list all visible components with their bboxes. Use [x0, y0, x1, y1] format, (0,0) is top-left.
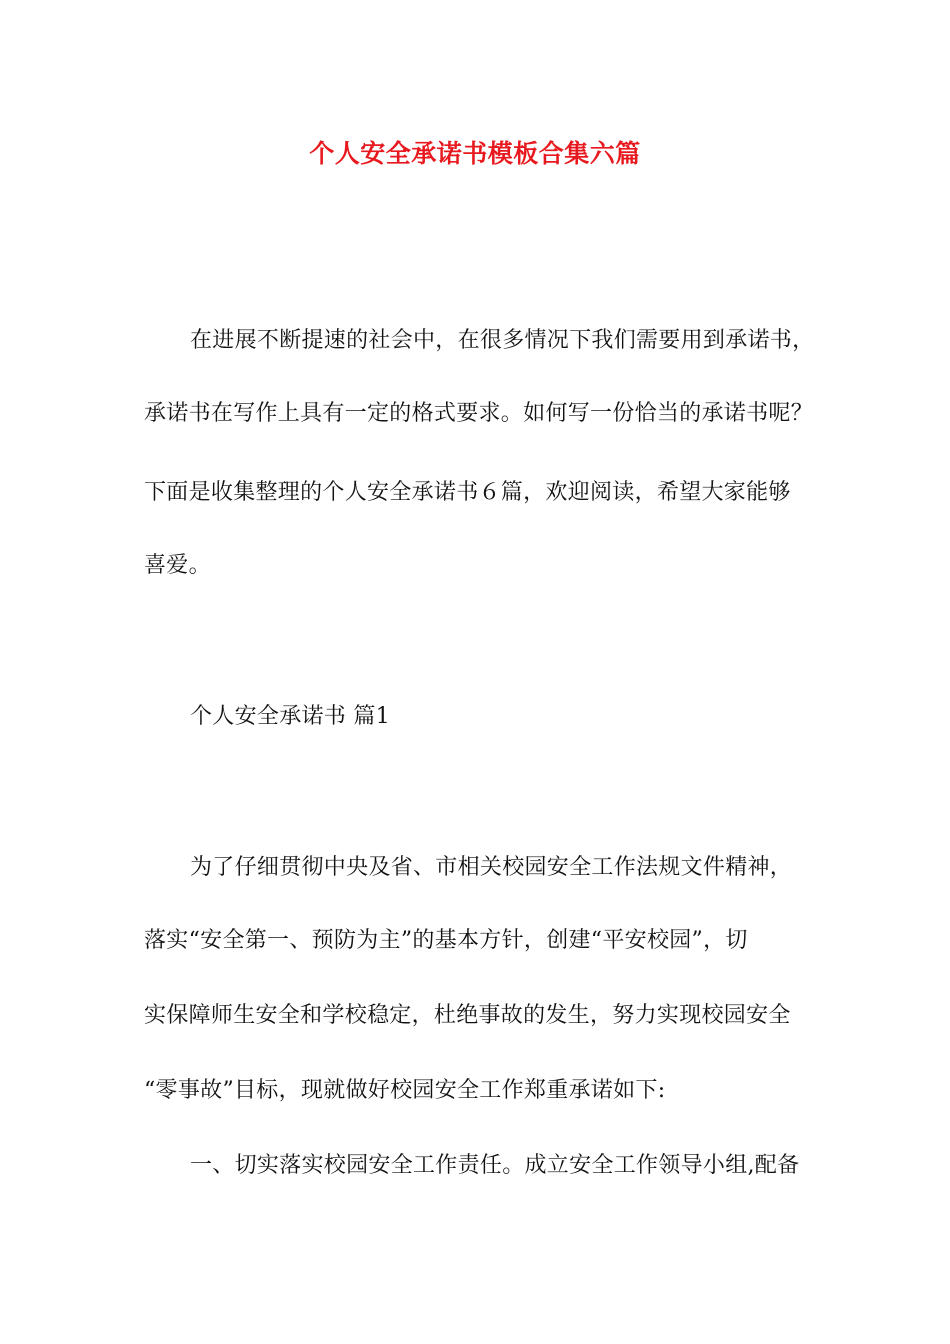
paragraph-line: 喜爱。 [144, 553, 211, 578]
paragraph-line: 一、切实落实校园安全工作责任。成立安全工作领导小组,配备 [190, 1153, 800, 1178]
paragraph-line: 落实“安全第一、预防为主”的基本方针，创建“平安校园”，切 [144, 928, 748, 953]
paragraph-line: 为了仔细贯彻中央及省、市相关校园安全工作法规文件精神， [190, 855, 793, 880]
paragraph-line: “零事故”目标，现就做好校园安全工作郑重承诺如下: [144, 1078, 666, 1103]
section-heading: 个人安全承诺书 篇1 [190, 704, 390, 729]
paragraph-line: 承诺书在写作上具有一定的格式要求。如何写一份恰当的承诺书呢？ [144, 401, 814, 426]
paragraph-line: 实保障师生安全和学校稳定，杜绝事故的发生，努力实现校园安全 [144, 1003, 791, 1028]
paragraph-line: 下面是收集整理的个人安全承诺书６篇，欢迎阅读，希望大家能够 [144, 480, 791, 505]
document-title: 个人安全承诺书模板合集六篇 [309, 139, 641, 168]
paragraph-line: 在进展不断提速的社会中，在很多情况下我们需要用到承诺书， [190, 328, 815, 353]
